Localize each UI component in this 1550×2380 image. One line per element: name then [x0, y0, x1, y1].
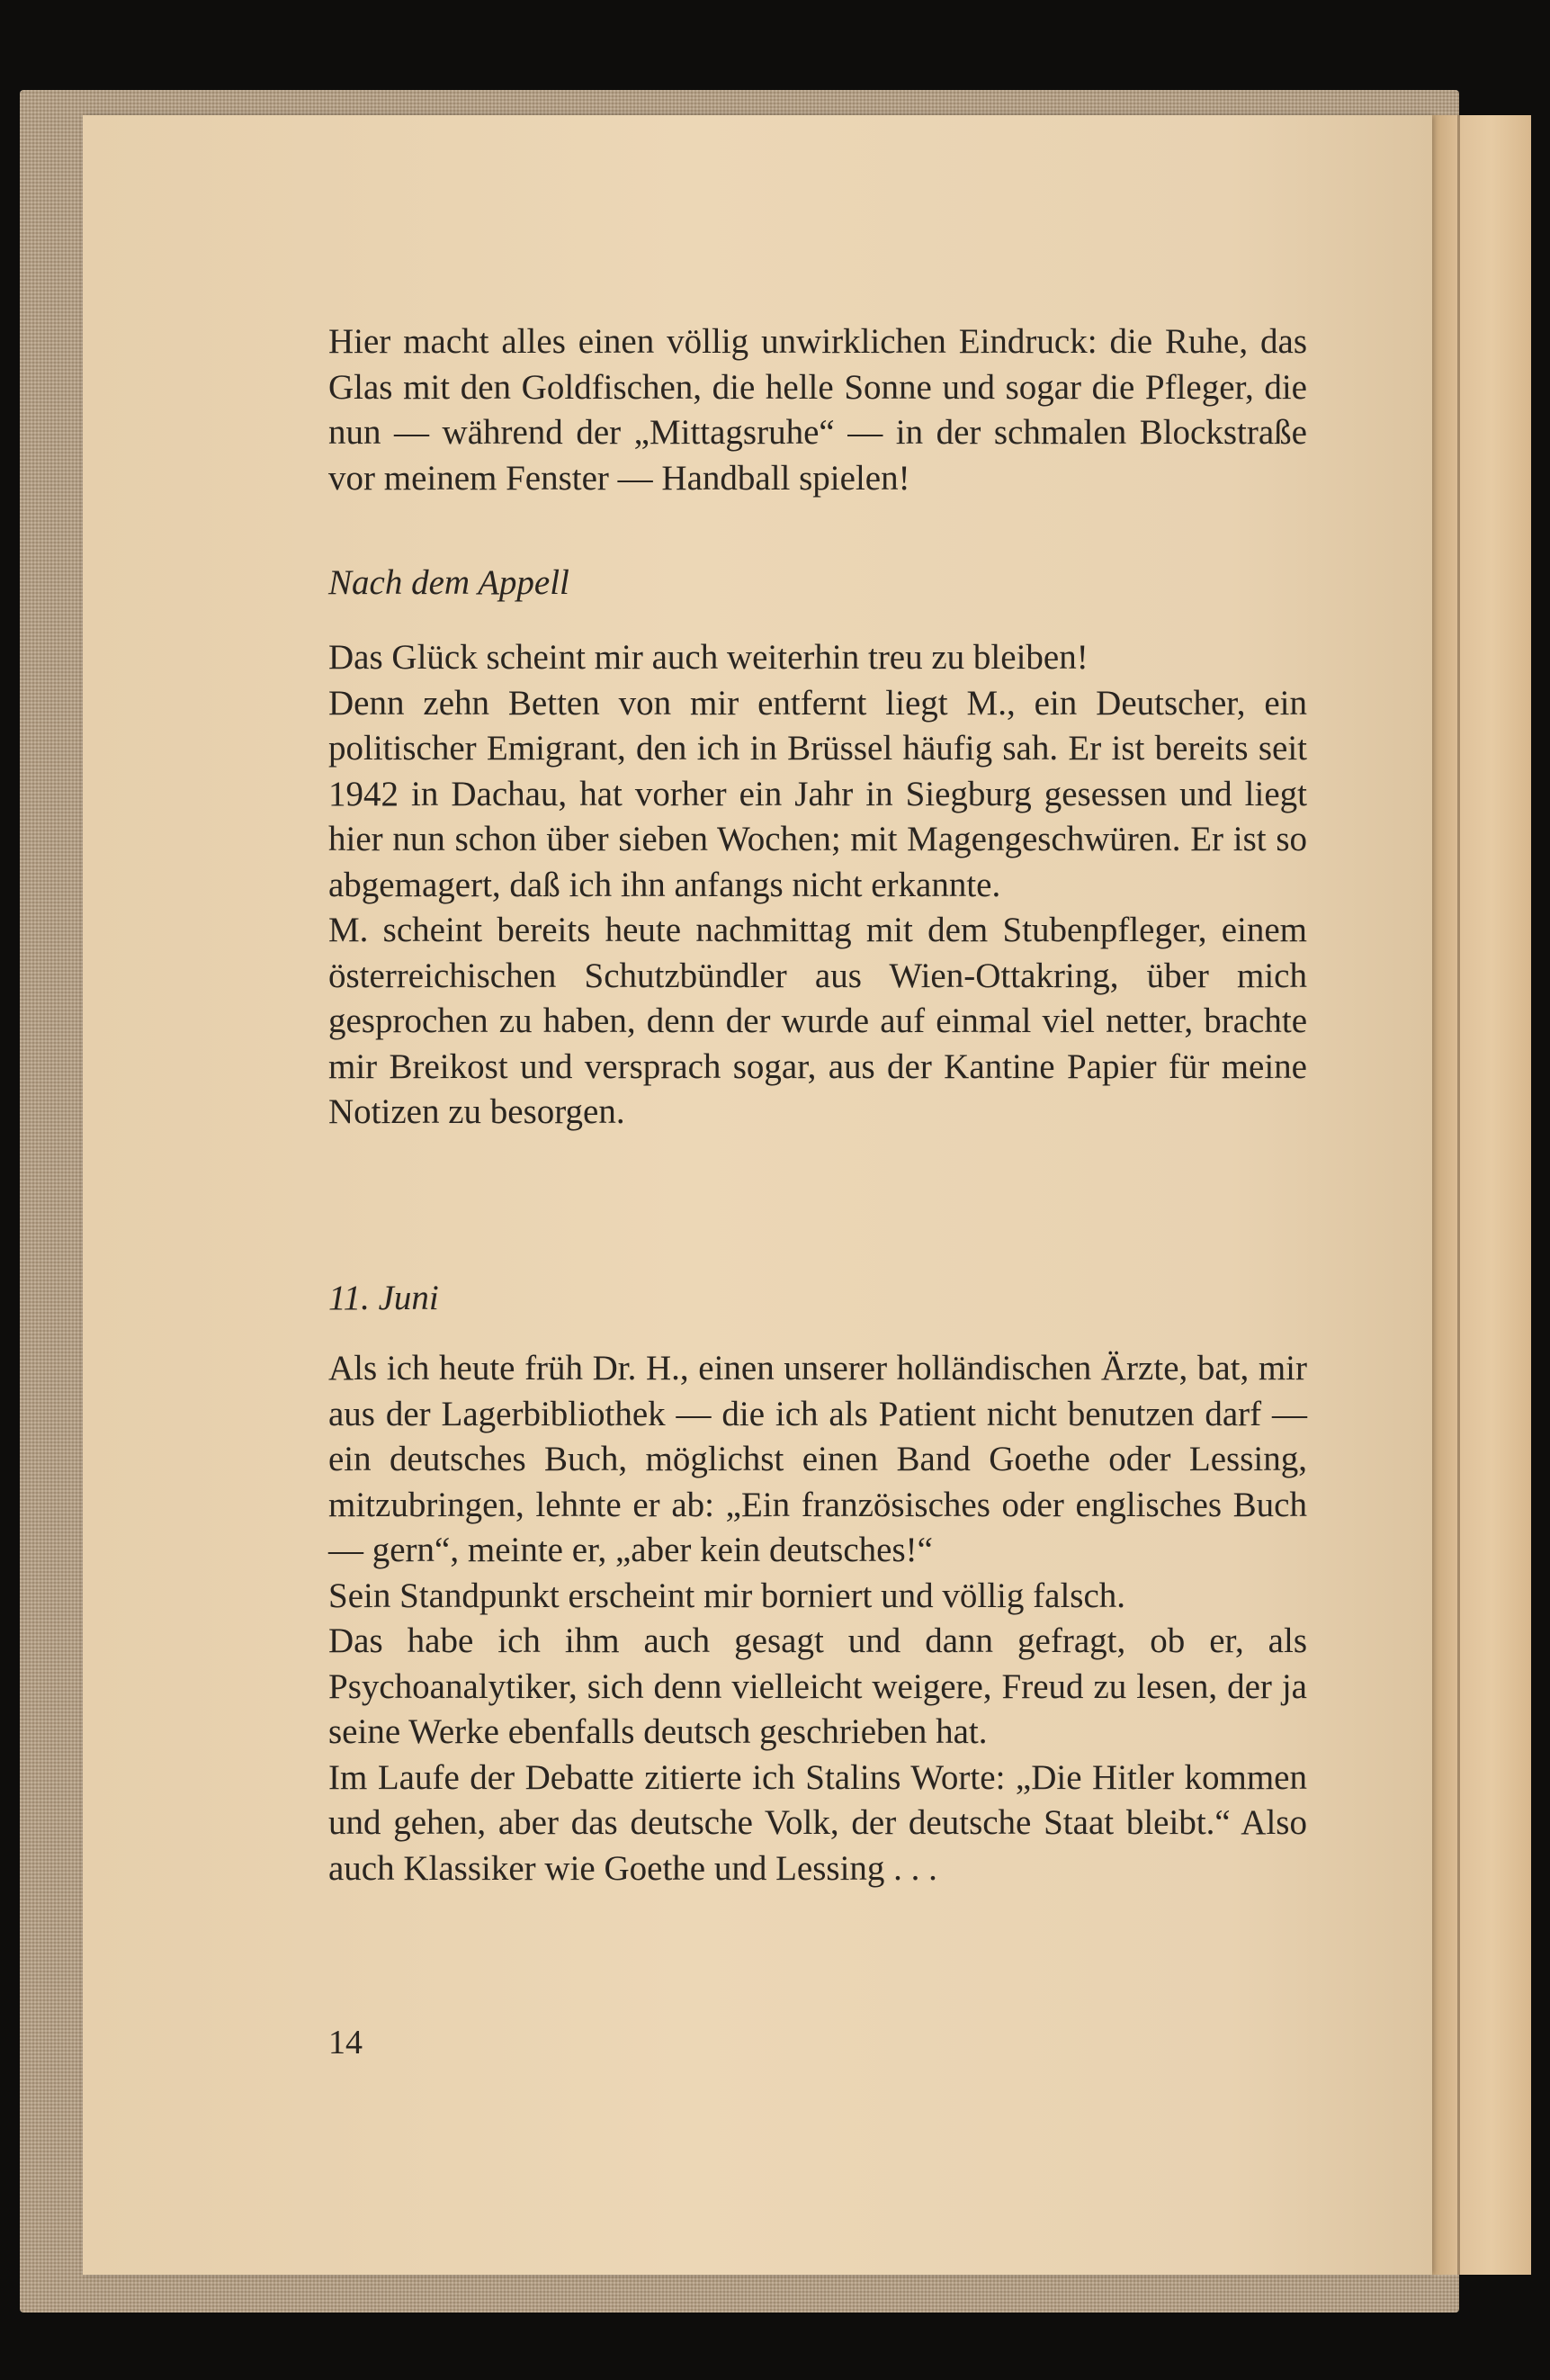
paragraph: Das Glück scheint mir auch weiterhin treu zu bleiben!	[328, 638, 1089, 677]
paragraph: Im Laufe der Debatte zitierte ich Stalins Worte: „Die Hitler kommen und gehen, aber das deutsche Volk, der deutsche Staat bleibt.“ Also auch Klassiker wie Goethe und Lessing . . .	[328, 1757, 1307, 1888]
page-stack-edge	[1432, 115, 1531, 2275]
entry-block-1	[328, 319, 1307, 501]
paragraph: Das habe ich ihm auch gesagt und dann gefragt, ob er, als Psychoanalytiker, sich denn vielleicht weigere, Freud zu lesen, der ja seine Werke ebenfalls deutsch geschrieben hat.	[328, 1621, 1307, 1751]
paragraph: M. scheint bereits heute nachmittag mit dem Stubenpfleger, einem österreichischen Schutzbündler aus Wien-Ottakring, über mich gesprochen zu haben, denn der wurde auf einmal viel netter, brachte mir Breikost und versprach sogar, aus der Kantine Papier für meine Notizen zu besorgen.	[328, 911, 1307, 1131]
entry-block-2	[328, 635, 1307, 1136]
entry-block-3	[328, 1346, 1307, 1891]
paragraph: Sein Standpunkt erscheint mir borniert und völlig falsch.	[328, 1576, 1126, 1615]
page-number: 14	[328, 2024, 363, 2061]
paragraph: Hier macht alles einen völlig unwirklichen Eindruck: die Ruhe, das Glas mit den Goldfischen, die helle Sonne und sogar die Pfleger, die nun — während der „Mittagsruhe“ — in der schmalen Blockstraße vor meinem Fenster — Handball spielen!	[328, 322, 1307, 498]
date-heading: 11. Juni	[328, 1279, 439, 1317]
paragraph: Denn zehn Betten von mir entfernt liegt M., ein Deutscher, ein politischer Emigrant, den ich in Brüssel häufig sah. Er ist bereits seit 1942 in Dachau, hat vorher ein Jahr in Siegburg gesessen und liegt hier nun schon über sieben Wochen; mit Magengeschwüren. Er ist so abgemagert, daß ich ihn anfangs nicht erkannte.	[328, 683, 1307, 904]
paragraph: Als ich heute früh Dr. H., einen unserer holländischen Ärzte, bat, mir aus der Lagerbibliothek — die ich als Patient nicht benutzen darf — ein deutsches Buch, möglichst einen Band Goethe oder Lessing, mitzubringen, lehnte er ab: „Ein französisches oder englisches Buch — gern“, meinte er, „aber kein deutsches!“	[328, 1349, 1307, 1569]
section-heading: Nach dem Appell	[328, 563, 569, 602]
